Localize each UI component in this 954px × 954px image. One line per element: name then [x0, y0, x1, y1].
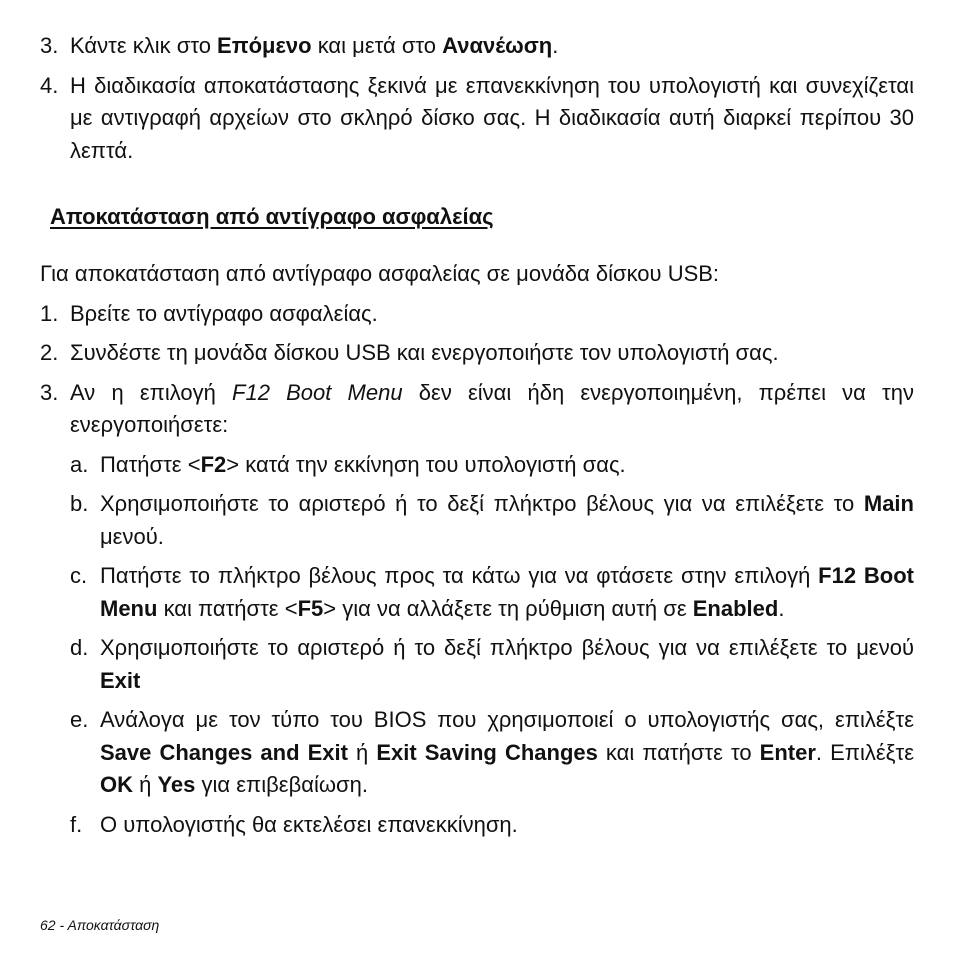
section-heading: Αποκατάσταση από αντίγραφο ασφαλείας — [50, 204, 494, 229]
list-item: 1. Βρείτε το αντίγραφο ασφαλείας. — [40, 300, 378, 326]
sub-list-item: f. Ο υπολογιστής θα εκτελέσει επανεκκίνηση. — [70, 811, 518, 837]
list-item: 3. Αν η επιλογή F12 Boot Menu δεν είναι ήδη ενεργοποιημένη, πρέπει να την ενεργοποιήσετε: — [40, 379, 914, 437]
sub-list-item: d. Χρησιμοποιήστε το αριστερό ή το δεξί πλήκτρο βέλους για να επιλέξετε το μενού Exit — [70, 635, 914, 693]
sub-list-item: b. Χρησιμοποιήστε το αριστερό ή το δεξί πλήκτρο βέλους για να επιλέξετε το Main μενού. — [70, 491, 914, 549]
sub-list-item: c. Πατήστε το πλήκτρο βέλους προς τα κάτω για να φτάσετε στην επιλογή F12 Boot Menu και πατήστε <F5> για να αλλάξετε τη ρύθμιση αυτή σε Enabled. — [70, 563, 914, 621]
list-item: 3. Κάντε κλικ στο Επόμενο και μετά στο Ανανέωση. — [40, 33, 559, 58]
sub-list-item: e. Ανάλογα με τον τύπο του BIOS που χρησιμοποιεί ο υπολογιστής σας, επιλέξτε Save Changes and Exit ή Exit Saving Changes και πατήστε το Enter. Επιλέξτε OK ή Yes για επιβεβαίωση. — [70, 707, 914, 797]
page-footer: 62 - Αποκατάσταση — [40, 917, 160, 933]
document-page — [40, 30, 914, 841]
sub-list-item: a. Πατήστε <F2> κατά την εκκίνηση του υπολογιστή σας. — [70, 451, 626, 477]
section-intro: Για αποκατάσταση από αντίγραφο ασφαλείας σε μονάδα δίσκου USB: — [40, 261, 720, 286]
list-item: 2. Συνδέστε τη μονάδα δίσκου USB και ενεργοποιήστε τον υπολογιστή σας. — [40, 340, 779, 365]
list-item: 4. Η διαδικασία αποκατάστασης ξεκινά με επανεκκίνηση του υπολογιστή και συνεχίζεται με αντιγραφή αρχείων στο σκληρό δίσκο σας. Η διαδικασία αυτή διαρκεί περίπου 30 λεπτά. — [40, 72, 914, 163]
